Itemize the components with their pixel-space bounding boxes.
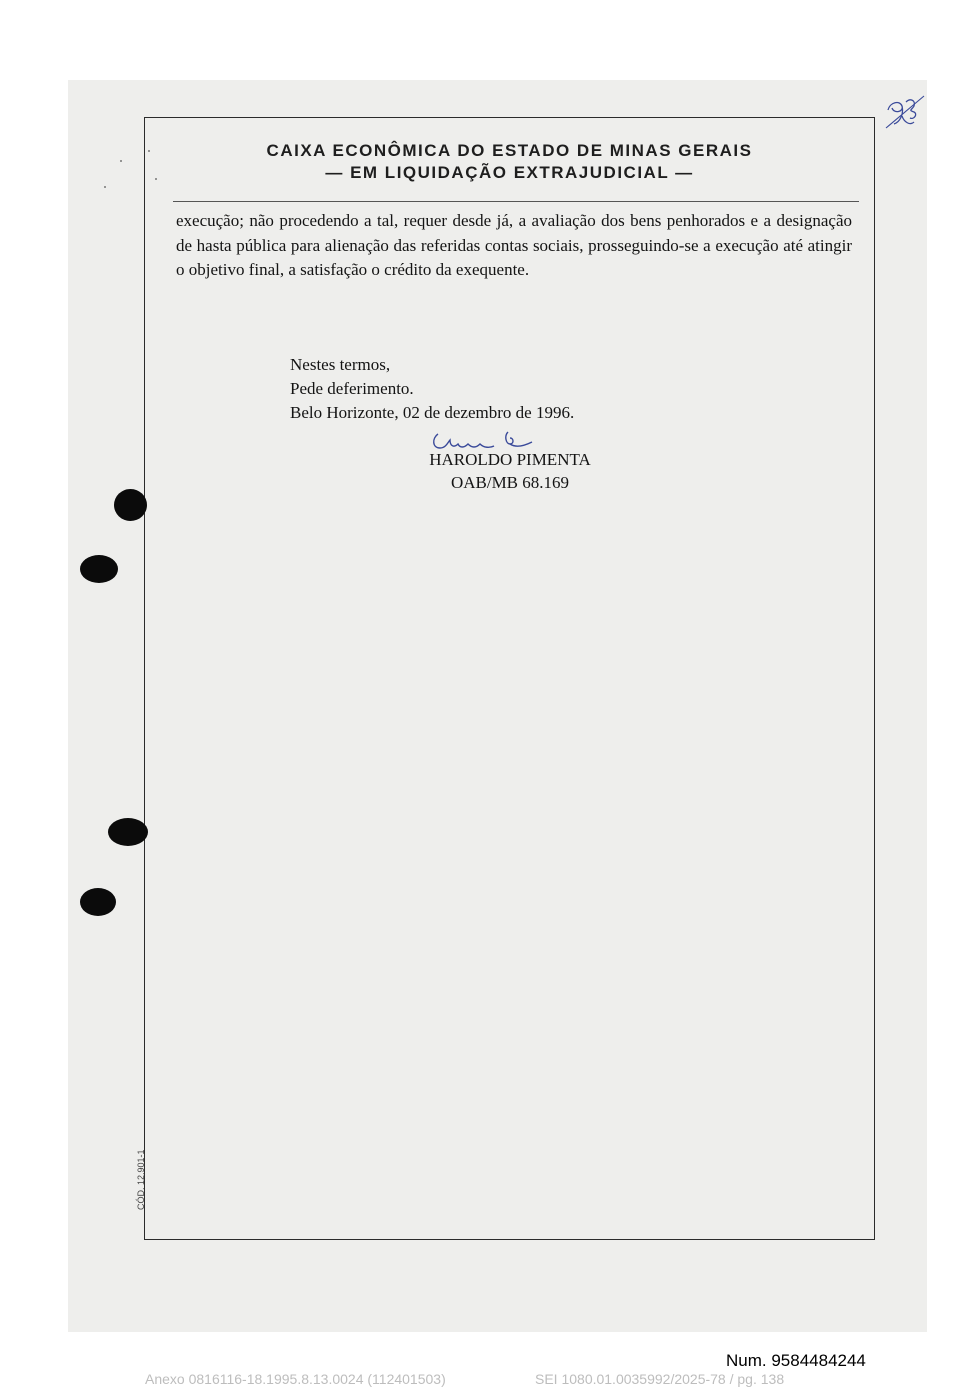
form-code: CÓD. 12.901-1 bbox=[136, 1149, 146, 1210]
closing-line: Nestes termos, bbox=[290, 355, 391, 374]
letterhead-title: CAIXA ECONÔMICA DO ESTADO DE MINAS GERAIS bbox=[266, 141, 753, 160]
letterhead-subtitle: — EM LIQUIDAÇÃO EXTRAJUDICIAL — bbox=[325, 163, 694, 182]
signer-registration: OAB/MB 68.169 bbox=[450, 473, 570, 492]
signer-name: HAROLDO PIMENTA bbox=[429, 450, 591, 469]
folio-stamp bbox=[880, 92, 930, 142]
letterhead-rule bbox=[173, 201, 859, 202]
footer-sei-reference: SEI 1080.01.0035992/2025-78 / pg. 138 bbox=[535, 1371, 785, 1387]
punch-hole-mark bbox=[80, 888, 116, 916]
paper-speck bbox=[104, 186, 106, 188]
paper-speck bbox=[120, 160, 122, 162]
punch-hole-mark bbox=[80, 555, 118, 583]
closing-block bbox=[290, 353, 574, 425]
footer-annex-reference: Anexo 0816116-18.1995.8.13.0024 (112401503) bbox=[145, 1371, 446, 1387]
closing-date: Belo Horizonte, 02 de dezembro de 1996. bbox=[290, 403, 575, 422]
form-border bbox=[144, 117, 875, 1240]
punch-hole-mark bbox=[108, 818, 148, 846]
document-number: Num. 9584484244 bbox=[726, 1351, 866, 1370]
closing-line: Pede deferimento. bbox=[290, 379, 414, 398]
body-paragraph: execução; não procedendo a tal, requer desde já, a avaliação dos bens penhorados e a designação de hasta pública para alienação das referidas contas sociais, prosseguindo-se a execução até atingir o objetivo final, a satisfação o crédito da exequente. bbox=[176, 211, 852, 279]
punch-hole-mark bbox=[114, 489, 147, 521]
